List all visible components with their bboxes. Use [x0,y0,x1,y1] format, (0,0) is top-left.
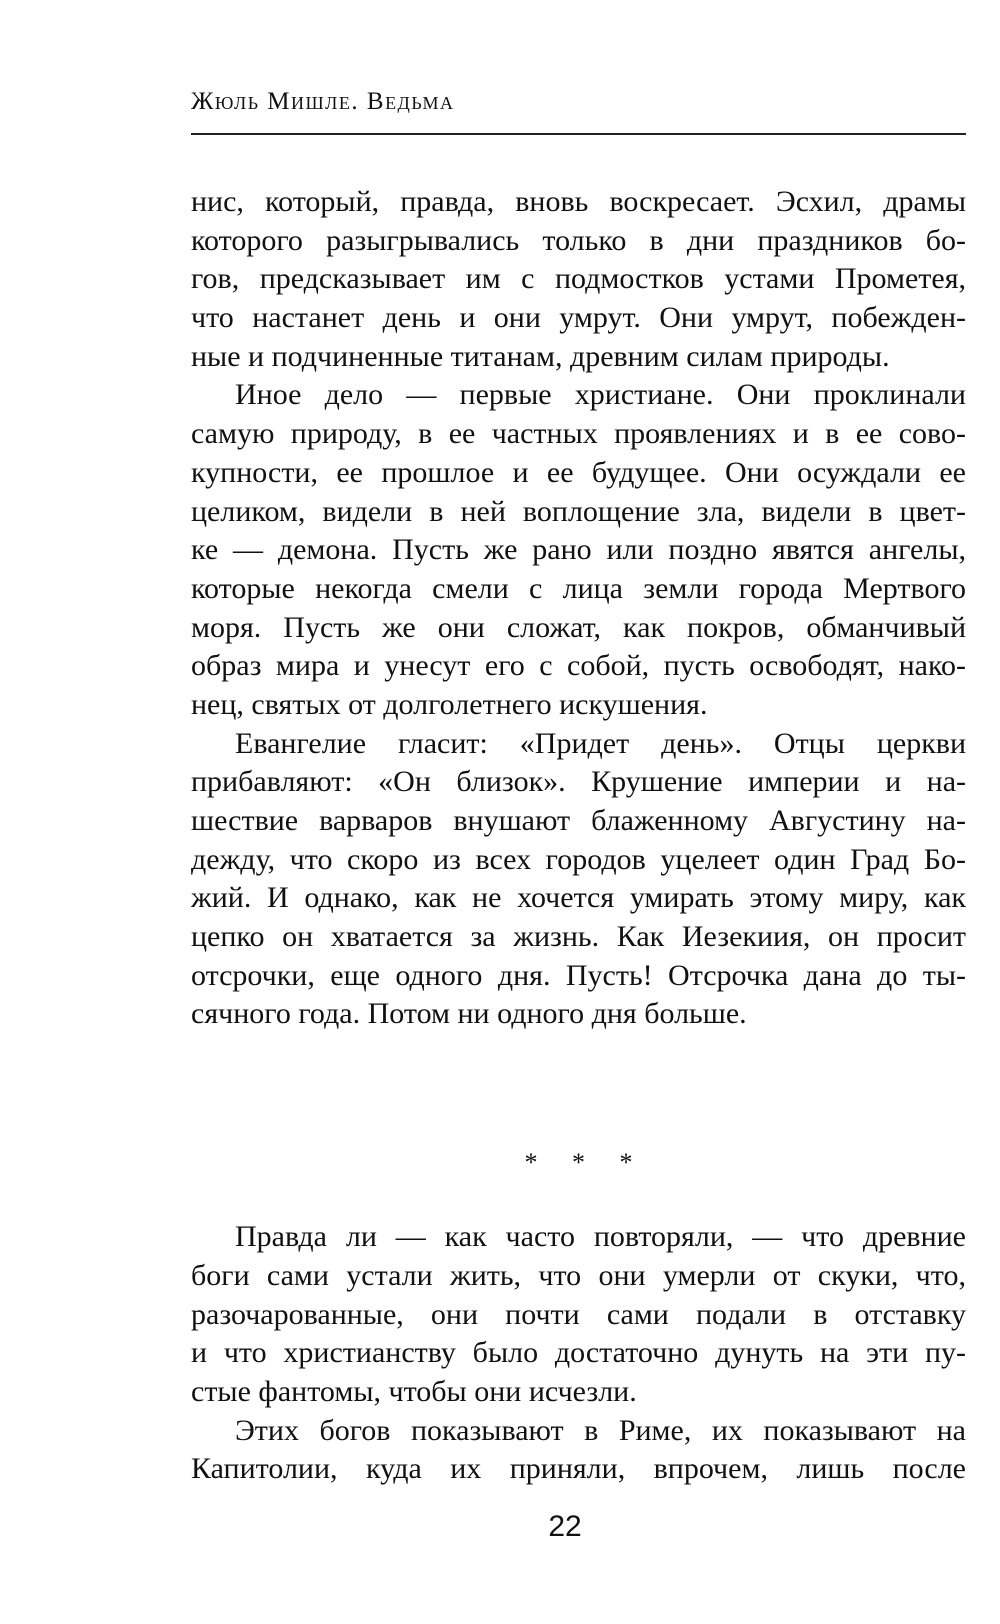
text-line: Правда ли — как часто повторяли, — что древние [235,1220,966,1254]
text-line: ные и подчиненные титанам, древним силам природы. [191,339,890,373]
text-line: дежду, что скоро из всех городов уцелеет один Град Бо- [191,842,966,876]
text-line: Этих богов показывают в Риме, их показывают на [235,1413,966,1447]
section-gap [191,1188,966,1218]
text-line: которого разыгрывались только в дни праздников бо- [191,223,966,257]
text-line: жий. И однако, как не хочется умирать этому миру, как [191,881,966,915]
text-line: отсрочки, еще одного дня. Пусть! Отсрочка дана до ты- [191,958,966,992]
text-line: стые фантомы, чтобы они исчезли. [191,1374,637,1408]
paragraph-3 [191,725,966,1035]
text-line: сячного года. Потом ни одного дня больше. [191,997,747,1031]
text-line: ке — демона. Пусть же рано или поздно явятся ангелы, [191,533,966,567]
text-line: шествие варваров внушают блаженному Августину на- [191,804,966,837]
text-line: моря. Пусть же они сложат, как покров, обманчивый [191,610,966,644]
body-text [191,183,966,1489]
text-line: прибавляют: «Он близок». Крушение империи и на- [191,765,966,799]
text-line: образ мира и унесут его с собой, пусть освободят, нако- [191,649,966,683]
text-line: купности, ее прошлое и ее будущее. Они осуждали ее [191,455,966,489]
text-line: Евангелие гласит: «Придет день». Отцы церкви [235,726,966,760]
section-gap [191,1034,966,1138]
text-line: и что христианству было достаточно дунуть на эти пу- [191,1336,966,1370]
text-line: цепко он хватается за жизнь. Как Иезекиия, он просит [191,920,966,954]
text-line: которые некогда смели с лица земли города Мертвого [191,571,966,605]
paragraph-2 [191,376,966,724]
section-break: * * * [524,1148,647,1178]
text-line: Капитолии, куда их приняли, впрочем, лишь после [191,1452,966,1486]
text-line: целиком, видели в ней воплощение зла, видели в цвет- [191,494,966,528]
text-line: Иное дело — первые христиане. Они проклинали [235,378,966,412]
text-line: гов, предсказывает им с подмостков устами Прометея, [191,262,966,296]
text-line: нец, святых от долголетнего искушения. [191,687,708,721]
text-line: самую природу, в ее частных проявлениях и в ее сово- [191,417,966,451]
running-head: Жюль Мишле. Ведьма [191,88,455,115]
page-number: 22 [548,1510,582,1543]
paragraph-1 [191,183,966,376]
paragraph-5 [191,1412,966,1489]
paragraph-4 [191,1218,966,1411]
text-line: что настанет день и они умрут. Они умрут, побежден- [191,301,966,335]
text-line: боги сами устали жить, что они умерли от скуки, что, [191,1258,966,1292]
header-rule [191,133,966,135]
text-line: нис, который, правда, вновь воскресает. Эсхил, драмы [191,185,966,218]
text-line: разочарованные, они почти сами подали в отставку [191,1297,966,1331]
